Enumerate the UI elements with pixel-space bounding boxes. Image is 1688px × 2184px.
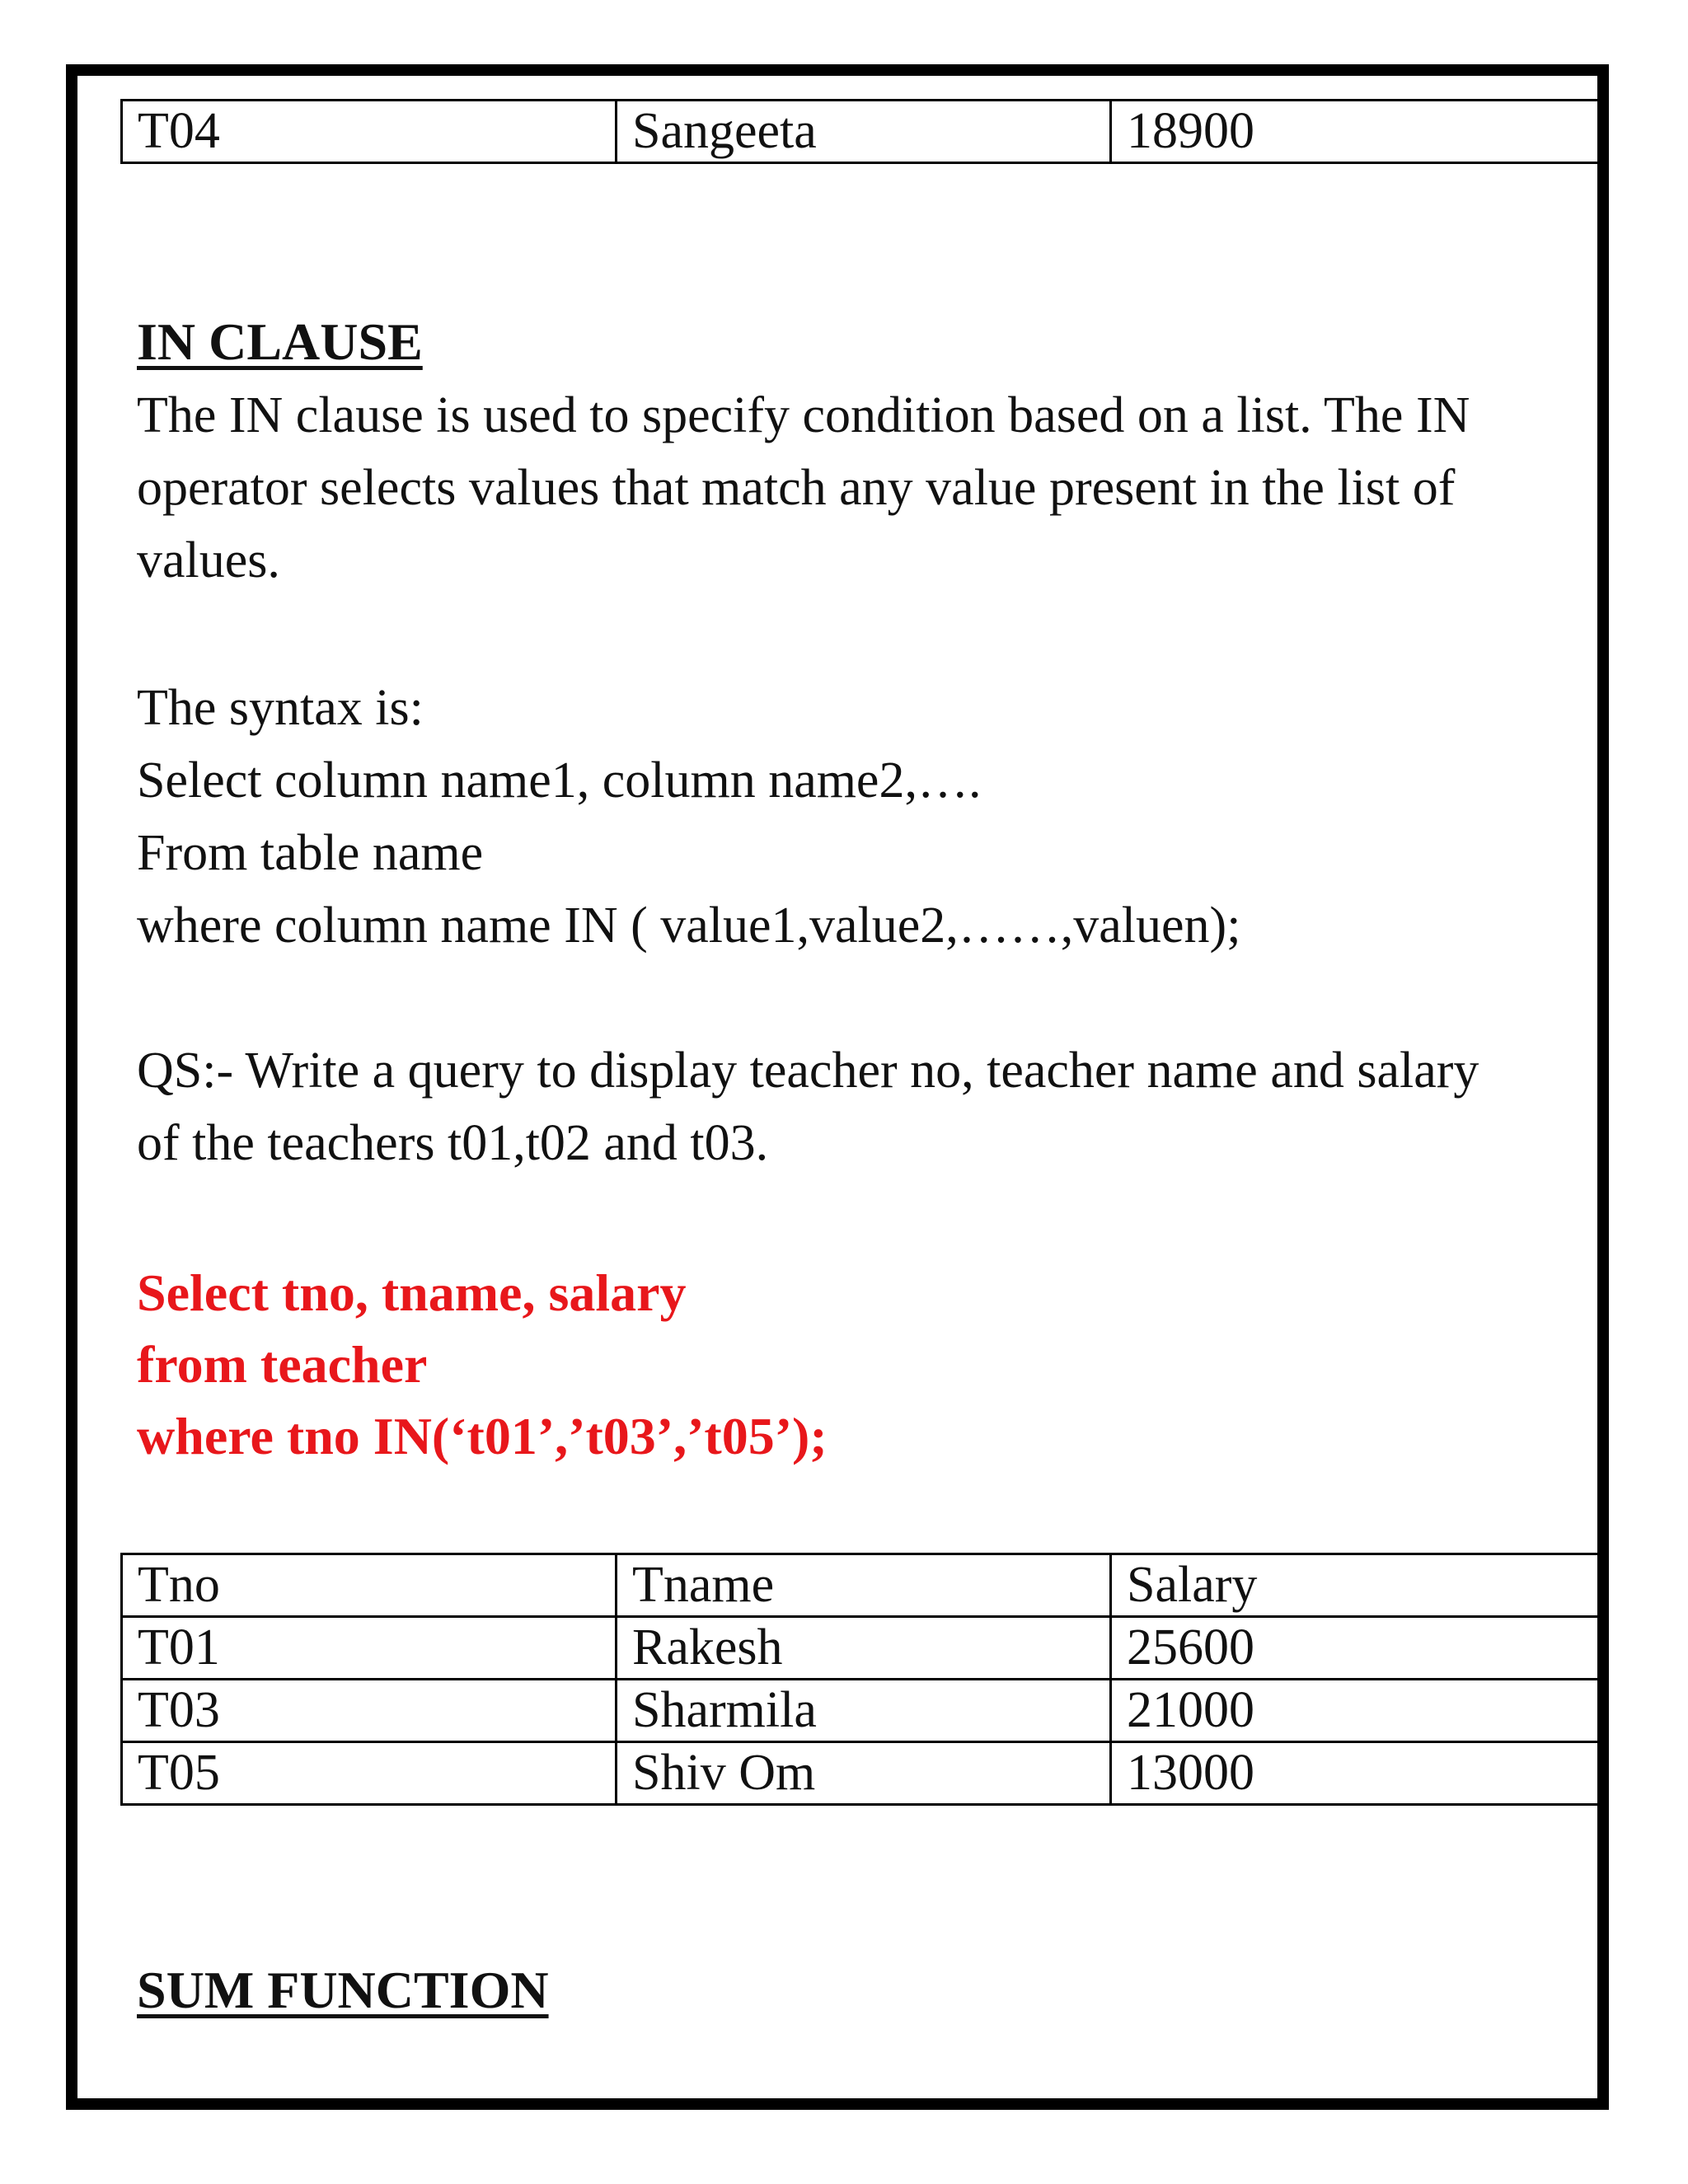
syntax-line: The syntax is: xyxy=(137,680,424,736)
table-cell-tname: Shiv Om xyxy=(617,1742,1111,1805)
table-cell-tno: T04 xyxy=(122,101,617,163)
query-result-table xyxy=(120,1553,1608,1806)
table-row xyxy=(122,101,1607,163)
table-cell-tno: T01 xyxy=(122,1617,617,1680)
column-header-tname: Tname xyxy=(617,1554,1111,1617)
syntax-line: Select column name1, column name2,…. xyxy=(137,752,982,808)
syntax-line: where column name IN ( value1,value2,……,valuen); xyxy=(137,898,1241,954)
table-cell-tname: Sangeeta xyxy=(617,101,1111,163)
description-line: operator selects values that match any value present in the list of xyxy=(137,460,1456,516)
table-cell-salary: 21000 xyxy=(1111,1680,1607,1742)
table-row xyxy=(122,1680,1607,1742)
syntax-line: From table name xyxy=(137,825,484,881)
description-line: The IN clause is used to specify condition based on a list. The IN xyxy=(137,387,1470,443)
teacher-table-continued xyxy=(120,99,1608,164)
sql-line: Select tno, tname, salary xyxy=(137,1263,687,1322)
table-row xyxy=(122,1742,1607,1805)
description-line: values. xyxy=(137,532,280,588)
sql-line: where tno IN(‘t01’,’t03’,’t05’); xyxy=(137,1407,828,1465)
column-header-tno: Tno xyxy=(122,1554,617,1617)
syntax-block xyxy=(137,672,1604,962)
table-header-row xyxy=(122,1554,1607,1617)
table-row xyxy=(122,1617,1607,1680)
question-line: QS:- Write a query to display teacher no, teacher name and salary xyxy=(137,1043,1479,1099)
table-cell-tname: Sharmila xyxy=(617,1680,1111,1742)
question-line: of the teachers t01,t02 and t03. xyxy=(137,1115,769,1171)
table-cell-tno: T03 xyxy=(122,1680,617,1742)
column-header-salary: Salary xyxy=(1111,1554,1607,1617)
table-cell-tno: T05 xyxy=(122,1742,617,1805)
sql-answer xyxy=(137,1257,828,1472)
table-cell-salary: 25600 xyxy=(1111,1617,1607,1680)
table-cell-tname: Rakesh xyxy=(617,1617,1111,1680)
in-clause-description xyxy=(137,379,1604,597)
in-clause-heading: IN CLAUSE xyxy=(137,312,423,371)
question-text xyxy=(137,1034,1604,1179)
sql-line: from teacher xyxy=(137,1335,428,1394)
sum-function-heading: SUM FUNCTION xyxy=(137,1961,549,2019)
table-cell-salary: 13000 xyxy=(1111,1742,1607,1805)
table-cell-salary: 18900 xyxy=(1111,101,1607,163)
